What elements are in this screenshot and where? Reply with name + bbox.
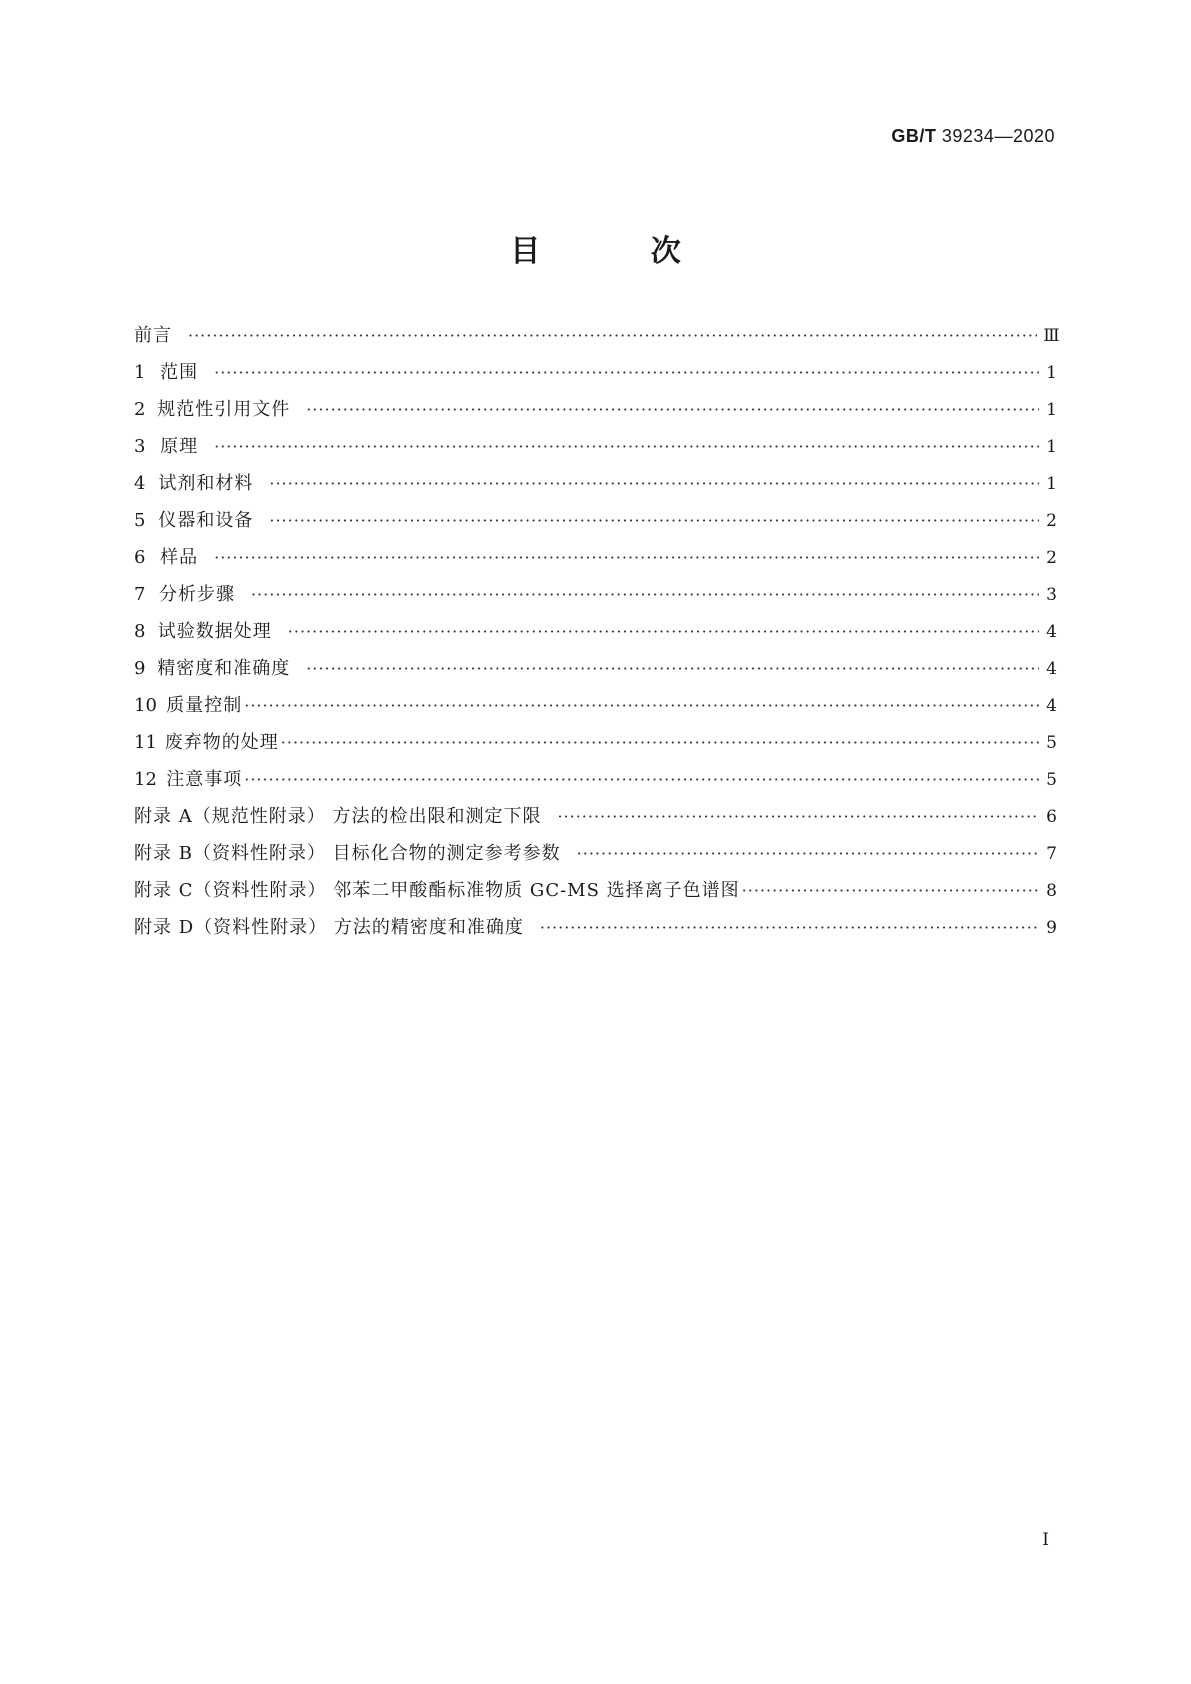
toc-entry-11[interactable] xyxy=(134,728,1057,765)
toc-entry-label: 附录 A（规范性附录） 方法的检出限和测定下限 xyxy=(134,806,542,827)
toc-entry-page: 8 xyxy=(1046,881,1057,901)
toc-entry-5[interactable] xyxy=(134,506,1057,543)
toc-leader-dots xyxy=(244,770,1039,789)
toc-entry-label: 样品 xyxy=(160,547,199,568)
toc-leader-dots xyxy=(214,363,1039,382)
toc-leader-dots xyxy=(742,881,1039,900)
toc-entry-appendix-c[interactable] xyxy=(134,876,1057,913)
toc-entry-appendix-a[interactable] xyxy=(134,802,1057,839)
toc-leader-dots xyxy=(188,326,1037,345)
toc-entry-number: 1 xyxy=(134,362,146,383)
toc-entry-label: 附录 C（资料性附录） 邻苯二甲酸酯标准物质 GC-MS 选择离子色谱图 xyxy=(134,880,740,901)
toc-entry-label: 原理 xyxy=(160,436,199,457)
toc-entry-label: 注意事项 xyxy=(166,769,243,790)
toc-entry-appendix-d[interactable] xyxy=(134,913,1057,950)
toc-entry-7[interactable] xyxy=(134,580,1057,617)
standard-code xyxy=(891,126,1055,147)
toc-entry-number: 4 xyxy=(134,473,146,494)
toc-entry-number: 6 xyxy=(134,547,146,568)
toc-entry-number: 2 xyxy=(134,399,146,420)
toc-title: 目 次 xyxy=(510,234,731,269)
toc-leader-dots xyxy=(288,622,1039,641)
toc-entry-label: 质量控制 xyxy=(166,695,243,716)
table-of-contents xyxy=(134,321,1060,950)
toc-entry-label: 分析步骤 xyxy=(158,584,235,605)
toc-entry-label: 试剂和材料 xyxy=(158,473,254,494)
toc-entry-number: 10 xyxy=(134,695,157,716)
toc-leader-dots xyxy=(269,511,1039,530)
toc-entry-9[interactable] xyxy=(134,654,1057,691)
toc-leader-dots xyxy=(269,474,1039,493)
toc-entry-12[interactable] xyxy=(134,765,1057,802)
toc-entry-page: 6 xyxy=(1046,807,1057,827)
toc-entry-number: 5 xyxy=(134,510,146,531)
toc-entry-page: 2 xyxy=(1046,548,1057,568)
toc-entry-number: 8 xyxy=(134,621,146,642)
toc-entry-page: 4 xyxy=(1046,696,1057,716)
page-number: I xyxy=(1042,1530,1049,1550)
toc-entry-page: 7 xyxy=(1046,844,1057,864)
toc-entry-label: 前言 xyxy=(134,325,172,346)
toc-entry-4[interactable] xyxy=(134,469,1057,506)
toc-leader-dots xyxy=(306,400,1039,419)
toc-entry-page: Ⅲ xyxy=(1043,326,1060,346)
toc-leader-dots xyxy=(281,733,1039,752)
toc-entry-10[interactable] xyxy=(134,691,1057,728)
toc-entry-label: 精密度和准确度 xyxy=(157,658,291,679)
toc-leader-dots xyxy=(251,585,1039,604)
toc-leader-dots xyxy=(577,844,1039,863)
toc-entry-page: 5 xyxy=(1046,733,1057,753)
toc-entry-8[interactable] xyxy=(134,617,1057,654)
toc-entry-preface[interactable] xyxy=(134,321,1060,358)
toc-entry-page: 2 xyxy=(1046,511,1057,531)
toc-entry-number: 9 xyxy=(134,658,146,679)
toc-entry-2[interactable] xyxy=(134,395,1057,432)
toc-leader-dots xyxy=(557,807,1039,826)
toc-entry-page: 5 xyxy=(1046,770,1057,790)
toc-entry-page: 3 xyxy=(1046,585,1057,605)
toc-entry-label: 试验数据处理 xyxy=(157,621,272,642)
toc-entry-number: 12 xyxy=(134,769,157,790)
toc-leader-dots xyxy=(214,548,1039,567)
toc-entry-1[interactable] xyxy=(134,358,1057,395)
toc-leader-dots xyxy=(214,437,1039,456)
toc-entry-page: 1 xyxy=(1046,363,1057,383)
toc-entry-appendix-b[interactable] xyxy=(134,839,1057,876)
toc-entry-number: 3 xyxy=(134,436,146,457)
toc-entry-label: 范围 xyxy=(160,362,199,383)
toc-leader-dots xyxy=(540,918,1039,937)
toc-leader-dots xyxy=(306,659,1039,678)
toc-entry-6[interactable] xyxy=(134,543,1057,580)
standard-code-number: 39234—2020 xyxy=(941,126,1055,146)
toc-entry-label: 附录 B（资料性附录） 目标化合物的测定参考参数 xyxy=(134,843,561,864)
toc-entry-page: 1 xyxy=(1046,400,1057,420)
toc-entry-page: 1 xyxy=(1046,474,1057,494)
toc-entry-page: 4 xyxy=(1046,659,1057,679)
toc-entry-label: 废弃物的处理 xyxy=(164,732,279,753)
toc-entry-page: 1 xyxy=(1046,437,1057,457)
toc-leader-dots xyxy=(244,696,1039,715)
toc-entry-3[interactable] xyxy=(134,432,1057,469)
toc-entry-label: 仪器和设备 xyxy=(158,510,254,531)
toc-entry-number: 7 xyxy=(134,584,146,605)
toc-entry-number: 11 xyxy=(134,732,157,753)
toc-entry-label: 附录 D（资料性附录） 方法的精密度和准确度 xyxy=(134,917,524,938)
toc-entry-label: 规范性引用文件 xyxy=(157,399,291,420)
toc-entry-page: 4 xyxy=(1046,622,1057,642)
standard-code-prefix: GB/T xyxy=(891,126,937,146)
toc-entry-page: 9 xyxy=(1046,918,1057,938)
